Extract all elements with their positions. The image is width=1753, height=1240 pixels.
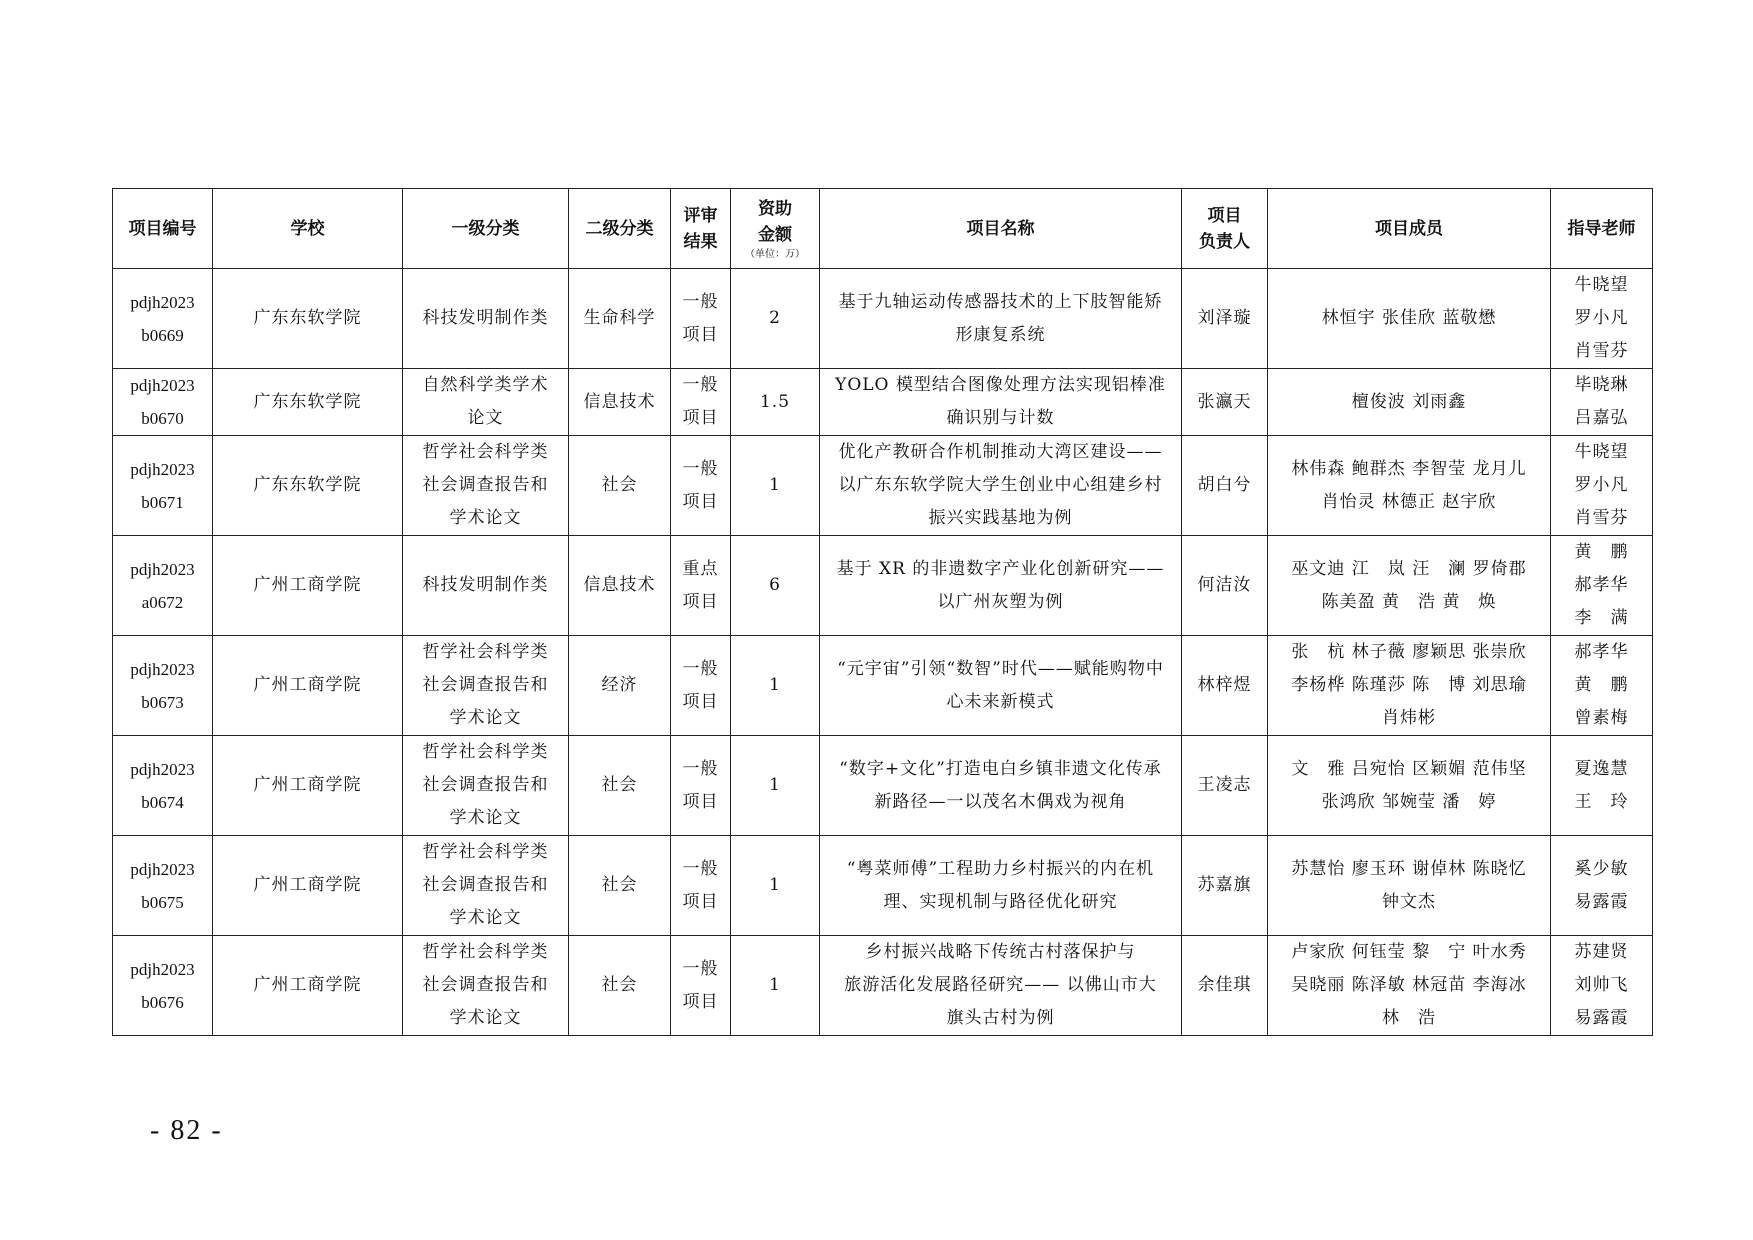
- cell-level1-line: 学术论文: [449, 1008, 522, 1028]
- cell-leader: [1182, 536, 1268, 636]
- cell-level2: [569, 836, 671, 936]
- cell-result: [671, 636, 731, 736]
- cell-name: [820, 736, 1182, 836]
- cell-level2: [569, 636, 671, 736]
- cell-level1-line: 学术论文: [449, 708, 522, 728]
- cell-level1-line: 社会调查报告和: [422, 975, 549, 995]
- cell-leader: [1182, 269, 1268, 369]
- table-row: [113, 436, 1653, 536]
- cell-code-line: pdjh2023: [130, 859, 195, 879]
- cell-result-line: 项目: [682, 891, 719, 912]
- header-amount-unit: （单位：万）: [745, 248, 805, 260]
- cell-leader-line: 何洁汝: [1197, 575, 1252, 595]
- cell-advisor-line: 罗小凡: [1574, 475, 1629, 495]
- cell-name-line: “元宇宙”引领“数智”时代——赋能购物中: [837, 658, 1164, 679]
- cell-members-line: 李杨桦 陈瑾莎 陈 博 刘思瑜: [1291, 675, 1527, 695]
- cell-name: [820, 636, 1182, 736]
- cell-members-line: 钟文杰: [1382, 891, 1436, 912]
- cell-members: [1268, 369, 1551, 436]
- cell-advisor: [1551, 936, 1653, 1036]
- cell-leader-line: 林梓煜: [1197, 675, 1252, 695]
- cell-amount: [731, 836, 820, 936]
- cell-members-line: 苏慧怡 廖玉环 谢倬林 陈晓忆: [1291, 858, 1527, 879]
- cell-result-line: 项目: [682, 791, 719, 812]
- table-row: [113, 636, 1653, 736]
- cell-advisor: [1551, 436, 1653, 536]
- cell-level1-line: 哲学社会科学类: [422, 442, 549, 462]
- cell-level2-line: 经济: [601, 675, 638, 695]
- header-amount-line-1: 资助: [758, 198, 792, 219]
- cell-school-line: 广州工商学院: [253, 875, 362, 895]
- cell-school-line: 广州工商学院: [253, 975, 362, 995]
- cell-members-line: 林恒宇 张佳欣 蓝敬懋: [1321, 308, 1497, 328]
- cell-level1: [403, 936, 569, 1036]
- cell-members-line: 林伟森 鲍群杰 李智莹 龙月儿: [1291, 458, 1527, 479]
- cell-advisor-line: 郝孝华: [1574, 575, 1629, 595]
- cell-name-line: 形康复系统: [955, 324, 1046, 345]
- cell-code-line: pdjh2023: [130, 559, 195, 579]
- header-name: 项目名称: [820, 189, 1182, 269]
- cell-result-line: 项目: [682, 491, 719, 512]
- cell-members: [1268, 269, 1551, 369]
- cell-result-line: 一般: [682, 758, 719, 779]
- cell-members-line: 林 浩: [1382, 1008, 1436, 1028]
- cell-result: [671, 536, 731, 636]
- cell-advisor-line: 罗小凡: [1574, 308, 1629, 328]
- cell-level2: [569, 936, 671, 1036]
- cell-members-line: 肖炜彬: [1382, 708, 1436, 728]
- cell-advisor: [1551, 636, 1653, 736]
- cell-name: [820, 936, 1182, 1036]
- cell-leader-line: 苏嘉旗: [1197, 875, 1252, 895]
- cell-amount: [731, 369, 820, 436]
- cell-level1-line: 哲学社会科学类: [422, 942, 549, 962]
- cell-result-line: 一般: [682, 375, 719, 395]
- header-leader-line-2: 负责人: [1199, 231, 1250, 252]
- cell-advisor-line: 郝孝华: [1574, 642, 1629, 662]
- cell-name-line: 新路径—一以茂名木偶戏为视角: [874, 791, 1127, 812]
- cell-school: [213, 936, 403, 1036]
- cell-result-line: 一般: [682, 658, 719, 679]
- cell-members: [1268, 636, 1551, 736]
- cell-level1-line: 科技发明制作类: [422, 575, 549, 595]
- table-row: [113, 536, 1653, 636]
- cell-code: [113, 269, 213, 369]
- header-school: 学校: [213, 189, 403, 269]
- cell-school: [213, 836, 403, 936]
- cell-amount: [731, 269, 820, 369]
- cell-advisor-line: 苏建贤: [1574, 942, 1629, 962]
- cell-advisor-line: 夏逸慧: [1574, 758, 1629, 779]
- cell-level1-line: 社会调查报告和: [422, 675, 549, 695]
- table-row: [113, 269, 1653, 369]
- table-row: [113, 836, 1653, 936]
- cell-code: [113, 836, 213, 936]
- cell-members-line: 檀俊波 刘雨鑫: [1351, 391, 1467, 412]
- cell-leader-line: 王凌志: [1197, 775, 1252, 795]
- cell-amount-line: 1: [769, 975, 781, 995]
- cell-code-line: pdjh2023: [130, 759, 195, 779]
- cell-name-line: 乡村振兴战略下传统古村落保护与: [865, 942, 1136, 962]
- cell-level2-line: 社会: [601, 775, 638, 795]
- cell-code-line: pdjh2023: [130, 659, 195, 679]
- cell-name-line: 基于九轴运动传感器技术的上下肢智能矫: [838, 291, 1163, 312]
- cell-amount-line: 1: [769, 775, 781, 795]
- header-result: [671, 189, 731, 269]
- cell-name-line: 心未来新模式: [946, 691, 1055, 712]
- cell-school-line: 广州工商学院: [253, 675, 362, 695]
- cell-code-line: b0670: [141, 409, 184, 428]
- header-code: 项目编号: [113, 189, 213, 269]
- table-row: [113, 369, 1653, 436]
- cell-result-line: 项目: [682, 991, 719, 1012]
- cell-school-line: 广州工商学院: [253, 575, 362, 595]
- cell-level2: [569, 269, 671, 369]
- cell-school-line: 广州工商学院: [253, 775, 362, 795]
- cell-level1-line: 社会调查报告和: [422, 475, 549, 495]
- cell-advisor-line: 肖雪芬: [1574, 508, 1629, 528]
- cell-code-line: pdjh2023: [130, 959, 195, 979]
- cell-level2-line: 信息技术: [583, 575, 656, 595]
- header-result-line-1: 评审: [683, 205, 718, 226]
- cell-name-line: 以广东东软学院大学生创业中心组建乡村: [838, 475, 1163, 495]
- cell-school: [213, 536, 403, 636]
- cell-result-line: 一般: [682, 291, 719, 312]
- cell-advisor-line: 毕晓琳: [1574, 375, 1629, 395]
- cell-level1: [403, 736, 569, 836]
- cell-advisor-line: 李 满: [1574, 608, 1629, 628]
- cell-school: [213, 369, 403, 436]
- cell-advisor-line: 黄 鹏: [1574, 542, 1629, 562]
- cell-name-line: “数字+文化”打造电白乡镇非遗文化传承: [839, 758, 1162, 779]
- cell-code: [113, 436, 213, 536]
- project-table: [112, 188, 1653, 1036]
- cell-leader-line: 张瀛天: [1197, 391, 1252, 412]
- cell-name-line: 优化产教研合作机制推动大湾区建设——: [838, 442, 1163, 462]
- cell-school: [213, 736, 403, 836]
- cell-code-line: b0673: [141, 692, 184, 712]
- cell-name-line: 确识别与计数: [946, 408, 1055, 428]
- cell-school-line: 广东东软学院: [253, 308, 362, 328]
- cell-level2-line: 生命科学: [583, 308, 656, 328]
- cell-code-line: pdjh2023: [130, 459, 195, 479]
- cell-name: [820, 536, 1182, 636]
- cell-code: [113, 636, 213, 736]
- cell-code: [113, 536, 213, 636]
- cell-members-line: 文 雅 吕宛怡 区颖媚 范伟坚: [1291, 758, 1527, 779]
- cell-amount-line: 2: [769, 308, 781, 328]
- cell-amount-line: 1: [769, 875, 781, 895]
- header-level1: 一级分类: [403, 189, 569, 269]
- cell-members-line: 卢家欣 何钰莹 黎 宁 叶水秀: [1291, 942, 1527, 962]
- cell-level2-line: 信息技术: [583, 391, 656, 412]
- cell-code-line: b0671: [141, 492, 184, 512]
- cell-name-line: 旅游活化发展路径研究—— 以佛山市大: [844, 975, 1157, 995]
- cell-level1-line: 论文: [467, 408, 504, 428]
- cell-advisor-line: 曾素梅: [1574, 708, 1629, 728]
- page-number: - 82 -: [150, 1115, 223, 1146]
- cell-name: [820, 436, 1182, 536]
- cell-level1-line: 哲学社会科学类: [422, 742, 549, 762]
- cell-advisor: [1551, 269, 1653, 369]
- cell-name-line: 以广州灰塑为例: [937, 591, 1064, 612]
- cell-level1: [403, 536, 569, 636]
- cell-code-line: a0672: [141, 592, 184, 612]
- cell-amount-line: 6: [769, 575, 781, 595]
- cell-name-line: 基于 XR 的非遗数字产业化创新研究——: [836, 558, 1165, 579]
- header-row: [113, 189, 1653, 269]
- cell-level1: [403, 836, 569, 936]
- cell-code-line: b0669: [141, 325, 184, 345]
- cell-name-line: 振兴实践基地为例: [928, 508, 1073, 528]
- cell-members-line: 张 杭 林子薇 廖颖思 张崇欣: [1291, 642, 1527, 662]
- cell-code-line: b0675: [141, 892, 184, 912]
- cell-members-line: 吴晓丽 陈泽敏 林冠苗 李海冰: [1291, 975, 1527, 995]
- cell-level2-line: 社会: [601, 975, 638, 995]
- cell-advisor-line: 刘帅飞: [1574, 975, 1629, 995]
- cell-members-line: 陈美盈 黄 浩 黄 焕: [1321, 591, 1497, 612]
- cell-leader: [1182, 736, 1268, 836]
- cell-advisor: [1551, 536, 1653, 636]
- cell-level1-line: 自然科学类学术: [422, 375, 549, 395]
- cell-amount-line: 1: [769, 475, 781, 495]
- cell-advisor-line: 牛晓望: [1574, 442, 1629, 462]
- cell-leader: [1182, 369, 1268, 436]
- cell-advisor-line: 易露霞: [1574, 891, 1629, 912]
- cell-level2: [569, 536, 671, 636]
- header-result-line-2: 结果: [683, 231, 718, 252]
- cell-amount: [731, 736, 820, 836]
- cell-level1-line: 学术论文: [449, 508, 522, 528]
- cell-result: [671, 369, 731, 436]
- cell-members: [1268, 536, 1551, 636]
- cell-level2: [569, 369, 671, 436]
- cell-amount-line: 1.5: [759, 391, 791, 412]
- cell-school: [213, 636, 403, 736]
- header-amount: [731, 189, 820, 269]
- header-advisor: 指导老师: [1551, 189, 1653, 269]
- cell-result: [671, 736, 731, 836]
- cell-members: [1268, 936, 1551, 1036]
- cell-result-line: 一般: [682, 958, 719, 979]
- cell-level1: [403, 636, 569, 736]
- cell-amount-line: 1: [769, 675, 781, 695]
- header-amount-line-2: 金额: [758, 224, 792, 245]
- cell-leader: [1182, 936, 1268, 1036]
- cell-result: [671, 936, 731, 1036]
- cell-leader-line: 余佳琪: [1197, 975, 1252, 995]
- cell-result-line: 项目: [682, 408, 719, 428]
- cell-level2-line: 社会: [601, 475, 638, 495]
- cell-school: [213, 436, 403, 536]
- cell-advisor: [1551, 836, 1653, 936]
- cell-name: [820, 836, 1182, 936]
- cell-code: [113, 936, 213, 1036]
- cell-result-line: 项目: [682, 591, 719, 612]
- cell-name-line: YOLO 模型结合图像处理方法实现铝棒准: [835, 375, 1166, 395]
- header-leader: [1182, 189, 1268, 269]
- cell-name-line: “粤菜师傅”工程助力乡村振兴的内在机: [846, 858, 1155, 879]
- cell-amount: [731, 436, 820, 536]
- cell-members: [1268, 736, 1551, 836]
- cell-name: [820, 369, 1182, 436]
- cell-result: [671, 436, 731, 536]
- table-row: [113, 736, 1653, 836]
- cell-level2-line: 社会: [601, 875, 638, 895]
- cell-level1: [403, 436, 569, 536]
- cell-advisor-line: 吕嘉弘: [1574, 408, 1629, 428]
- cell-leader: [1182, 436, 1268, 536]
- cell-school-line: 广东东软学院: [253, 391, 362, 412]
- cell-code-line: b0674: [141, 792, 184, 812]
- header-leader-line-1: 项目: [1207, 205, 1242, 226]
- cell-amount: [731, 536, 820, 636]
- cell-level1-line: 哲学社会科学类: [422, 842, 549, 862]
- cell-advisor: [1551, 736, 1653, 836]
- cell-result: [671, 836, 731, 936]
- cell-advisor-line: 肖雪芬: [1574, 341, 1629, 361]
- cell-level2: [569, 436, 671, 536]
- cell-members-line: 张鸿欣 邹婉莹 潘 婷: [1321, 791, 1497, 812]
- cell-advisor-line: 王 玲: [1574, 791, 1629, 812]
- cell-name-line: 旗头古村为例: [946, 1008, 1055, 1028]
- cell-amount: [731, 936, 820, 1036]
- cell-members-line: 巫文迪 江 岚 汪 澜 罗倚郡: [1291, 558, 1527, 579]
- cell-leader-line: 胡白兮: [1197, 475, 1252, 495]
- header-members: 项目成员: [1268, 189, 1551, 269]
- cell-school-line: 广东东软学院: [253, 475, 362, 495]
- cell-members-line: 肖怡灵 林德正 赵宇欣: [1321, 491, 1497, 512]
- cell-name: [820, 269, 1182, 369]
- cell-members: [1268, 836, 1551, 936]
- cell-result-line: 一般: [682, 858, 719, 879]
- cell-name-line: 理、实现机制与路径优化研究: [883, 891, 1118, 912]
- cell-code: [113, 369, 213, 436]
- cell-level1-line: 科技发明制作类: [422, 308, 549, 328]
- cell-leader: [1182, 636, 1268, 736]
- cell-school: [213, 269, 403, 369]
- cell-result-line: 重点: [682, 558, 719, 579]
- cell-code-line: pdjh2023: [130, 292, 195, 312]
- cell-code-line: pdjh2023: [130, 376, 195, 395]
- cell-result-line: 项目: [682, 324, 719, 345]
- header-level2: 二级分类: [569, 189, 671, 269]
- cell-amount: [731, 636, 820, 736]
- cell-level1-line: 学术论文: [449, 808, 522, 828]
- cell-advisor-line: 黄 鹏: [1574, 675, 1629, 695]
- cell-code-line: b0676: [141, 992, 184, 1012]
- cell-level1: [403, 269, 569, 369]
- cell-level2: [569, 736, 671, 836]
- cell-advisor-line: 易露霞: [1574, 1008, 1629, 1028]
- cell-level1-line: 学术论文: [449, 908, 522, 928]
- cell-leader-line: 刘泽璇: [1197, 308, 1252, 328]
- cell-level1: [403, 369, 569, 436]
- cell-level1-line: 社会调查报告和: [422, 875, 549, 895]
- cell-result-line: 项目: [682, 691, 719, 712]
- cell-advisor-line: 奚少敏: [1574, 858, 1629, 879]
- cell-members: [1268, 436, 1551, 536]
- cell-level1-line: 哲学社会科学类: [422, 642, 549, 662]
- cell-code: [113, 736, 213, 836]
- table-row: [113, 936, 1653, 1036]
- cell-result: [671, 269, 731, 369]
- cell-advisor-line: 牛晓望: [1574, 275, 1629, 295]
- table-body: [113, 269, 1653, 1036]
- cell-result-line: 一般: [682, 458, 719, 479]
- cell-advisor: [1551, 369, 1653, 436]
- cell-level1-line: 社会调查报告和: [422, 775, 549, 795]
- cell-leader: [1182, 836, 1268, 936]
